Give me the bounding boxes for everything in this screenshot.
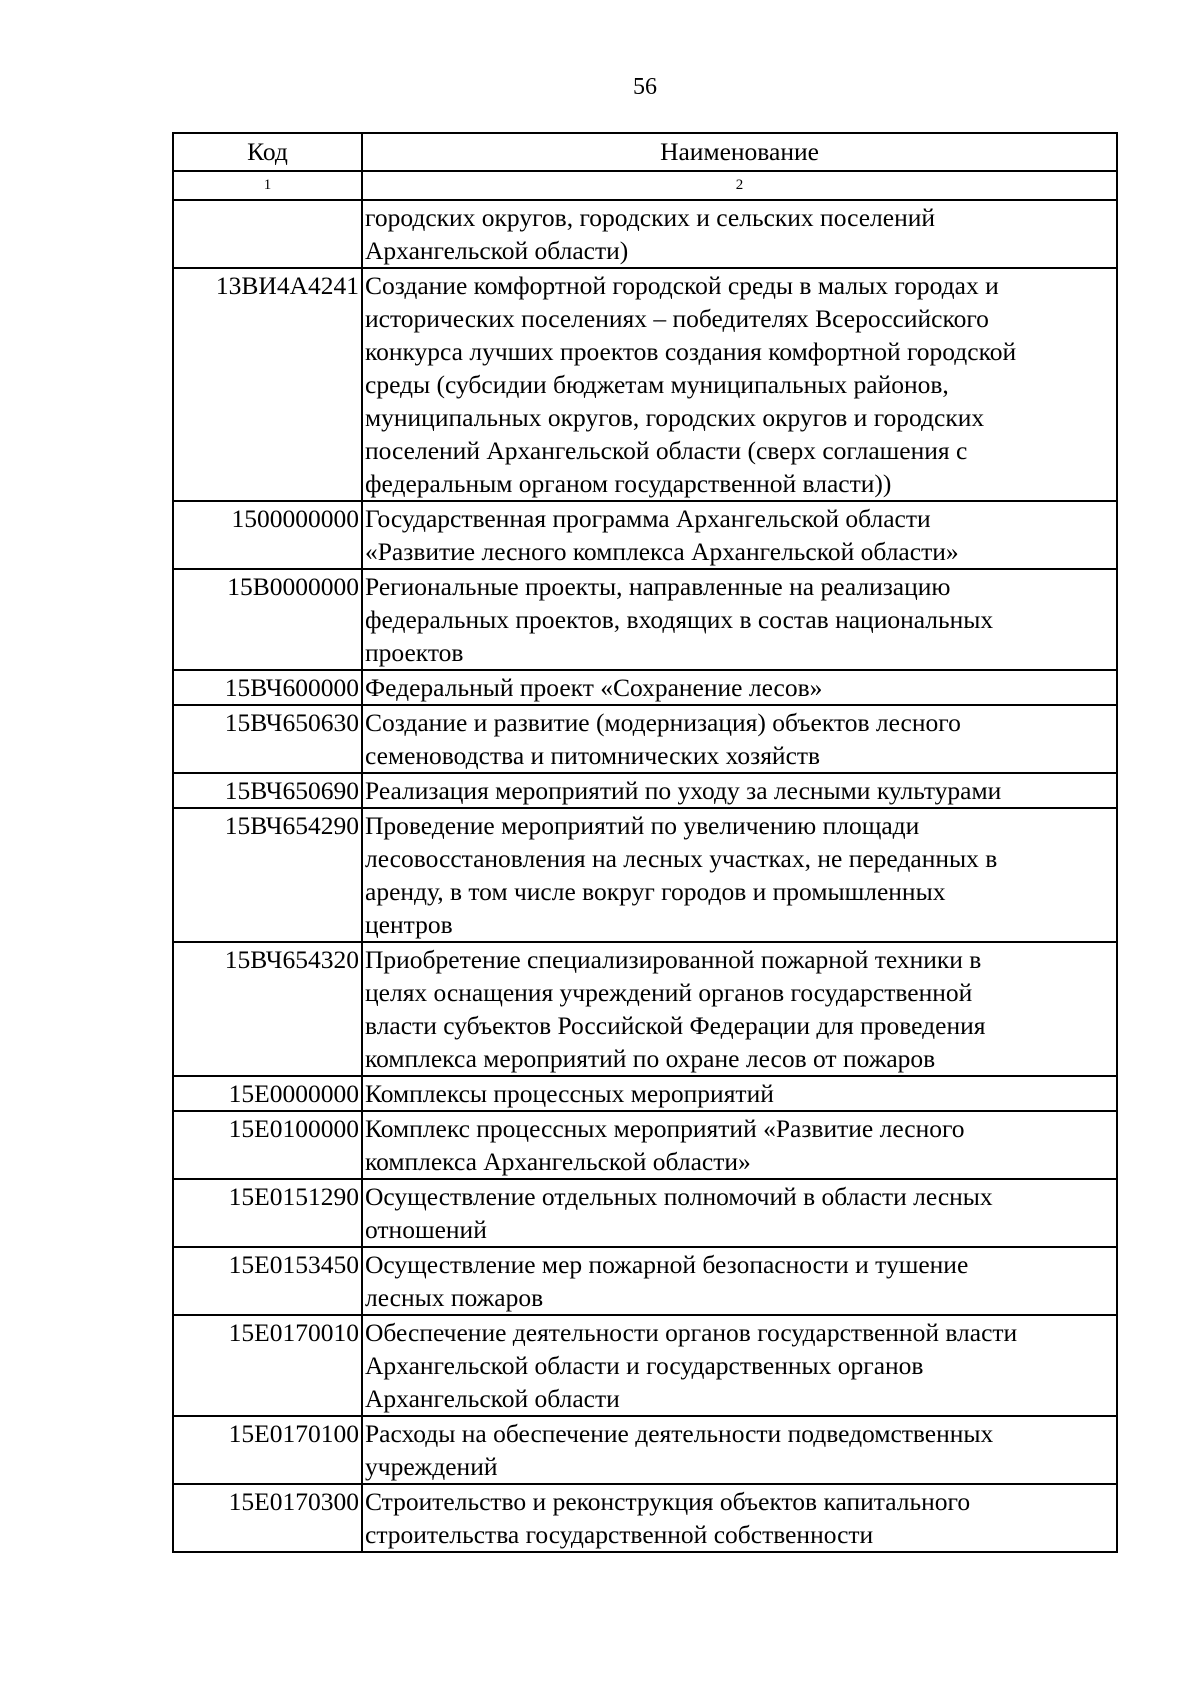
table-body [173,200,1117,1552]
table-row [173,1111,1117,1179]
row-name [362,1111,1117,1179]
row-name-line: аренду, в том числе вокруг городов и промышленных [365,877,946,906]
table-row [173,569,1117,670]
row-name-line: Комплексы процессных мероприятий [365,1079,774,1108]
row-name-line: «Развитие лесного комплекса Архангельской области» [365,537,959,566]
row-code: 15ВЧ650690 [173,773,362,808]
row-name-line: учреждений [365,1452,498,1481]
row-name-line: Архангельской области) [365,236,629,265]
page-number: 56 [633,74,657,100]
row-code: 15Е0000000 [173,1076,362,1111]
row-name [362,501,1117,569]
row-code: 15Е0170010 [173,1315,362,1416]
row-name-line: центров [365,910,453,939]
row-name-line: федеральных проектов, входящих в состав национальных [365,605,994,634]
table-row [173,808,1117,942]
row-code: 15В0000000 [173,569,362,670]
row-name [362,268,1117,501]
column-number-row [173,171,1117,200]
row-name-line: городских округов, городских и сельских поселений [365,203,936,232]
row-name [362,1247,1117,1315]
row-name [362,200,1117,268]
row-code: 15ВЧ654320 [173,942,362,1076]
table-row [173,1076,1117,1111]
row-code: 13ВИ4А4241 [173,268,362,501]
row-name [362,1315,1117,1416]
row-code: 15ВЧ650630 [173,705,362,773]
row-name-line: семеноводства и питомнических хозяйств [365,741,821,770]
row-name-line: Создание комфортной городской среды в малых городах и [365,271,999,300]
row-code: 1500000000 [173,501,362,569]
row-code: 15Е0151290 [173,1179,362,1247]
row-code: 15ВЧ654290 [173,808,362,942]
row-name-line: Комплекс процессных мероприятий «Развитие лесного [365,1114,965,1143]
row-name-line: Осуществление отдельных полномочий в области лесных [365,1182,993,1211]
row-name-line: лесных пожаров [365,1283,544,1312]
table-row [173,501,1117,569]
row-name-line: Проведение мероприятий по увеличению площади [365,811,920,840]
row-name [362,1076,1117,1111]
row-name-line: среды (субсидии бюджетам муниципальных районов, [365,370,949,399]
row-name [362,808,1117,942]
row-name-line: федеральным органом государственной власти)) [365,469,892,498]
row-name-line: лесовосстановления на лесных участках, не переданных в [365,844,998,873]
row-name [362,1416,1117,1484]
row-name-line: Строительство и реконструкция объектов капитального [365,1487,971,1516]
row-code: 15ВЧ600000 [173,670,362,705]
row-code: 15Е0170300 [173,1484,362,1552]
row-name-line: конкурса лучших проектов создания комфортной городской [365,337,1017,366]
row-name-line: комплекса Архангельской области» [365,1147,751,1176]
row-name-line: власти субъектов Российской Федерации для проведения [365,1011,986,1040]
row-name [362,942,1117,1076]
row-name-line: поселений Архангельской области (сверх соглашения с [365,436,968,465]
row-name-line: Архангельской области и государственных органов [365,1351,924,1380]
budget-codes-table [172,132,1118,1553]
row-name-line: Обеспечение деятельности органов государственной власти [365,1318,1018,1347]
row-name-line: строительства государственной собственности [365,1520,874,1549]
row-code: 15Е0100000 [173,1111,362,1179]
row-code: 15Е0153450 [173,1247,362,1315]
row-name [362,670,1117,705]
row-name-line: Реализация мероприятий по уходу за лесными культурами [365,776,1002,805]
table-row [173,268,1117,501]
row-name [362,1179,1117,1247]
row-name-line: Расходы на обеспечение деятельности подведомственных [365,1419,994,1448]
table-header-row [173,133,1117,171]
table-row [173,1315,1117,1416]
header-code: Код [173,133,362,171]
row-name-line: Создание и развитие (модернизация) объектов лесного [365,708,961,737]
row-name-line: отношений [365,1215,487,1244]
row-name-line: проектов [365,638,464,667]
row-name-line: Осуществление мер пожарной безопасности и тушение [365,1250,969,1279]
row-code: 15Е0170100 [173,1416,362,1484]
table-row [173,705,1117,773]
row-name-line: целях оснащения учреждений органов государственной [365,978,973,1007]
table-row [173,1247,1117,1315]
column-number-code: 1 [173,171,362,200]
table-row [173,1416,1117,1484]
row-name-line: Региональные проекты, направленные на реализацию [365,572,951,601]
row-name [362,773,1117,808]
row-name-line: комплекса мероприятий по охране лесов от пожаров [365,1044,936,1073]
row-name-line: Федеральный проект «Сохранение лесов» [365,673,823,702]
column-number-name: 2 [362,171,1117,200]
table-row [173,942,1117,1076]
table-row [173,670,1117,705]
row-name [362,1484,1117,1552]
table-row [173,200,1117,268]
row-code [173,200,362,268]
table-row [173,773,1117,808]
header-name: Наименование [362,133,1117,171]
row-name-line: Приобретение специализированной пожарной техники в [365,945,982,974]
table-row [173,1179,1117,1247]
row-name-line: исторических поселениях – победителях Всероссийского [365,304,989,333]
row-name-line: муниципальных округов, городских округов и городских [365,403,985,432]
row-name-line: Архангельской области [365,1384,620,1413]
row-name-line: Государственная программа Архангельской области [365,504,931,533]
table-row [173,1484,1117,1552]
row-name [362,569,1117,670]
row-name [362,705,1117,773]
